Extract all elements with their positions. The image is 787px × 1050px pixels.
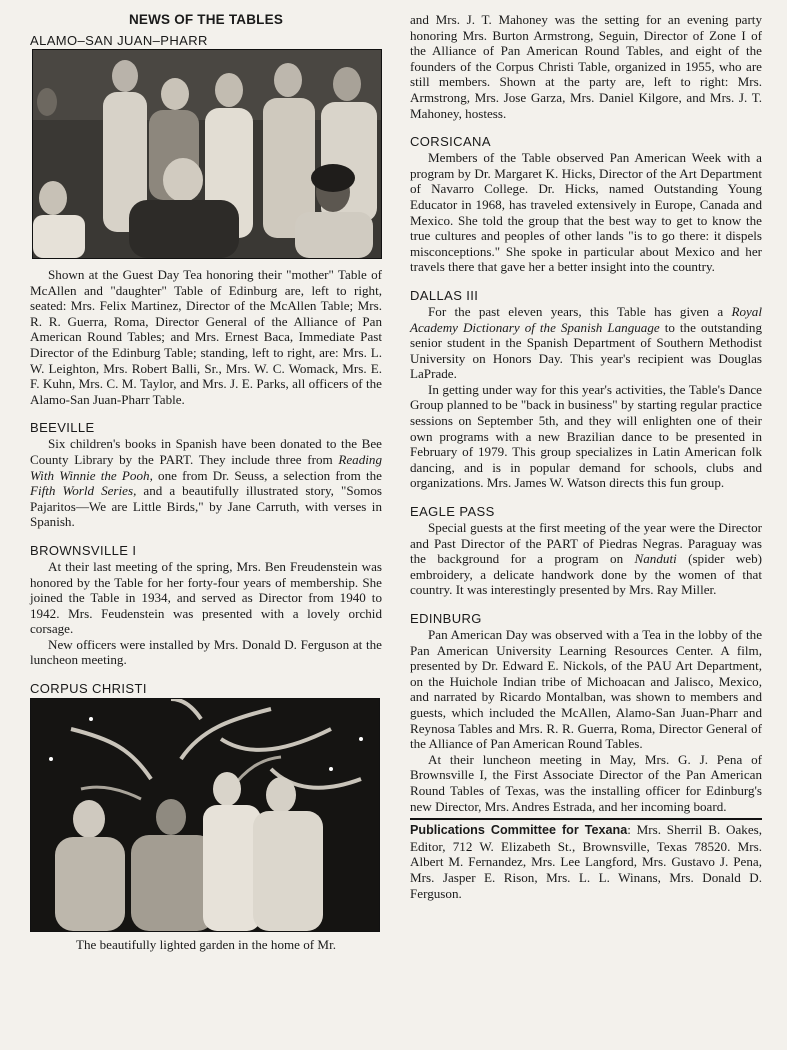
section-heading: DALLAS III <box>410 287 479 303</box>
garden-party-photo <box>30 698 380 932</box>
section-eagle-pass <box>410 504 762 598</box>
article-paragraph: Special guests at the first meeting of the year were the Director and Past Director of the PART of Piedras Negras. Paraguay was the background for a program on Nanduti (spider web) embroidery, a delicate handwork done by the women of that country. It was interestingly presented by Mrs. Ray Miller. <box>410 520 762 598</box>
article-paragraph: Pan American Day was observed with a Tea in the lobby of the Pan American University Learning Resources Center. A film, presented by Dr. Edward E. Nickols, of the PAU Art Department, on the Huichole Indian tribe of Michoacan and Jalisco, Mexico, and narrated by Ricardo Montalban, was shown to members and guests, which included the McAllen, Alamo-San Juan-Pharr and Reynosa Tables and Mrs. R. R. Guerra, Roma, Director General of the Alliance of Pan American Round Tables. <box>410 627 762 752</box>
article-paragraph: At their last meeting of the spring, Mrs. Ben Freudenstein was honored by the Table for her forty-four years of membership. She joined the Table in 1934, and served as Director from 1940 to 1942. Mrs. Feudenstein was presented with a lovely orchid corsage. <box>30 558 382 637</box>
section-corsicana <box>410 134 762 275</box>
article-paragraph: New officers were installed by Mrs. Donald D. Ferguson at the luncheon meeting. <box>30 636 382 668</box>
section-heading: CORPUS CHRISTI <box>30 681 147 697</box>
article-paragraph: Members of the Table observed Pan American Week with a program by Dr. Margaret K. Hicks, Director of the Art Department of Navarro College. Dr. Hicks, named Outstanding Young Educator in 1968, has traveled extensively in Europe, Canada and Mexico. She told the group that the best way to get to know the true cultures and peoples of other lands "is to go there: it dispels misconceptions." She spoke in particular about Mexico and her travels there that gave her a better insight into the country. <box>410 150 762 275</box>
article-paragraph: For the past eleven years, this Table has given a Royal Academy Dictionary of the Spanish Language to the outstanding senior student in the Spanish Department of Southern Methodist University on Honors Day. This year's recipient was Douglas LaPrade. <box>410 303 762 382</box>
article-paragraph: At their luncheon meeting in May, Mrs. G. J. Pena of Brownsville I, the First Associate Director of the Pan American Round Tables of Texas, was the installing officer for Edinburg's new Director, Mrs. Andres Estrada, and her incoming board. <box>410 751 762 814</box>
article-paragraph: In getting under way for this year's activities, the Table's Dance Group planned to be "back in business" by starting regular practice sessions on September 5th, and they will enlighten one of their own programs with a new Brazilian dance to be presented in February of 1979. This group specializes in Latin American folk dancing, and is in popular demand for schools, clubs and organizations. Mrs. James W. Watson directs this fun group. <box>410 381 762 491</box>
section-heading: ALAMO–SAN JUAN–PHARR <box>30 33 208 48</box>
section-heading: EDINBURG <box>410 611 482 626</box>
page-title: NEWS OF THE TABLES <box>128 12 284 27</box>
section-heading: CORSICANA <box>410 134 491 150</box>
section-beeville <box>30 420 382 530</box>
publications-committee-box <box>410 818 762 901</box>
section-heading: EAGLE PASS <box>410 504 495 520</box>
photo-caption: The beautifully lighted garden in the home of Mr. <box>76 937 336 953</box>
section-dallas <box>410 288 762 491</box>
section-heading: BROWNSVILLE I <box>30 542 137 558</box>
group-photo-guest-day-tea <box>32 49 382 259</box>
publications-credits: Publications Committee for Texana: Mrs. Sherril B. Oakes, Editor, 712 W. Elizabeth St., Brownsville, Texas 78520. Mrs. Albert M. Fernandez, Mrs. Lee Langford, Mrs. Gustavo J. Pena, Mrs. Jasper E. Rison, Mrs. L. L. Winans, Mrs. Donald D. Ferguson. <box>410 822 763 901</box>
section-brownsville <box>30 543 382 668</box>
photo-caption: Shown at the Guest Day Tea honoring their "mother" Table of McAllen and "daughter" Table of Edinburg are, left to right, seated: Mrs. Felix Martinez, Director of the McAllen Table; Mrs. R. R. Guerra, Roma, Director General of the Alliance of Pan American Round Tables; and Mrs. Ernest Baca, Immediate Past Director of the Edinburg Table; standing, left to right, are: Mrs. L. W. Leighton, Mrs. Robert Balli, Sr., Mrs. W. C. Womack, Mrs. E. F. Kuhn, Mrs. C. M. Taylor, and Mrs. J. E. Parks, all officers of the Alamo-San Juan-Pharr Table. <box>30 267 382 407</box>
left-column <box>30 8 382 966</box>
right-column <box>410 8 762 901</box>
section-edinburg <box>410 611 762 814</box>
section-heading: BEEVILLE <box>30 420 95 436</box>
article-paragraph: and Mrs. J. T. Mahoney was the setting for an evening party honoring Mrs. Burton Armstrong, Seguin, Director of Zone I of the Alliance of Pan American Round Tables, and eight of the founders of the Corpus Christi Table, organized in 1955, who are still members. Shown at the party are, left to right: Mrs. Armstrong, Mrs. Jose Garza, Mrs. Daniel Kilgore, and Mrs. J. T. Mahoney, hostess. <box>410 12 762 121</box>
article-paragraph: Six children's books in Spanish have been donated to the Bee County Library by the PART. They include three from Reading With Winnie the Pooh, one from Dr. Seuss, a selection from the Fifth World Series, and a beautifully illustrated story, "Somos Pajaritos—We are Little Birds," by Jane Carruth, with verses in Spanish. <box>30 436 382 530</box>
section-alamo <box>30 33 382 407</box>
section-corpus-continued <box>410 12 762 121</box>
section-corpus-christi <box>30 681 382 953</box>
